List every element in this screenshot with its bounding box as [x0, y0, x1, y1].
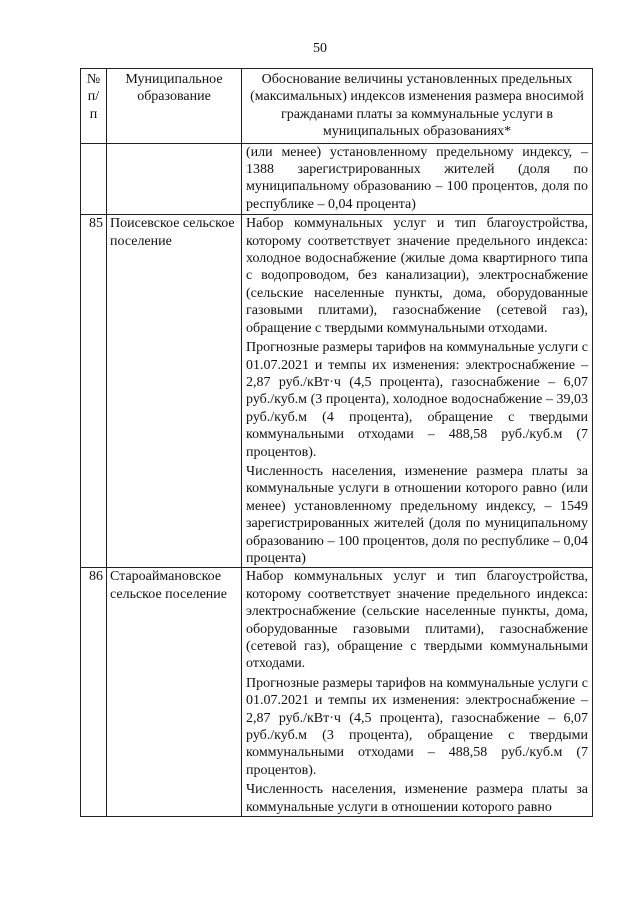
justification-cell: [242, 568, 593, 817]
table-row: [81, 568, 593, 817]
population-paragraph: Численность населения, изменение размера платы за коммунальные услуги в отношении которого равно: [246, 782, 588, 815]
municipality-name: Поисевское сельское поселение: [107, 215, 242, 568]
services-paragraph: Набор коммунальных услуг и тип благоустройства, которому соответствует значение предельного индекса: холодное водоснабжение (жилые дома квартирного типа с водопроводом, без канализации), электроснабжение (сельские населенные пункты, дома, оборудованные газовыми плитами), газоснабжение (сетевой газ), обращение с твердыми коммунальными отходами.: [246, 216, 588, 336]
page-number: 50: [313, 41, 327, 56]
table-header-row: [81, 69, 593, 144]
tariff-index-table: [80, 68, 593, 817]
municipality-name: Староаймановское сельское поселение: [107, 568, 242, 817]
cell-municipality-empty: [107, 143, 242, 215]
header-number: № п/п: [81, 69, 107, 144]
tariffs-paragraph: Прогнозные размеры тарифов на коммунальные услуги с 01.07.2021 и темпы их изменения: электроснабжение – 2,87 руб./кВт·ч (4,5 процента), газоснабжение – 6,07 руб./куб.м (3 процента), обращение с твердыми коммунальными отходами – 488,58 руб./куб.м (7 процентов).: [246, 675, 588, 778]
table-row: [81, 215, 593, 568]
header-justification: Обоснование величины установленных предельных (максимальных) индексов изменения размера вносимой гражданами платы за коммунальные услуги в муниципальных образованиях*: [242, 69, 593, 144]
header-municipality: Муниципальное образование: [107, 69, 242, 144]
population-paragraph: Численность населения, изменение размера платы за коммунальные услуги в отношении которого равно (или менее) установленному предельному индексу, – 1549 зарегистрированных жителей (доля по муниципальному образованию – 100 процентов, доля по республике – 0,04 процента): [246, 463, 588, 566]
row-number: 85: [81, 215, 107, 568]
cell-number-empty: [81, 143, 107, 215]
continuation-text: (или менее) установленному предельному индексу, – 1388 зарегистрированных жителей (доля по муниципальному образованию – 100 процентов, доля по республике – 0,04 процента): [242, 143, 593, 215]
justification-cell: [242, 215, 593, 568]
table-row-continuation: [81, 143, 593, 215]
tariffs-paragraph: Прогнозные размеры тарифов на коммунальные услуги с 01.07.2021 и темпы их изменения: электроснабжение – 2,87 руб./кВт·ч (4,5 процента), газоснабжение – 6,07 руб./куб.м (3 процента), холодное водоснабжение – 39,03 руб./куб.м (4 процента), обращение с твердыми коммунальными отходами – 488,58 руб./куб.м (7 процентов).: [246, 340, 588, 460]
row-number: 86: [81, 568, 107, 817]
services-paragraph: Набор коммунальных услуг и тип благоустройства, которому соответствует значение предельного индекса: электроснабжение (сельские населенные пункты, дома, оборудованные газовыми плитами), газоснабжение (сетевой газ), обращение с твердыми коммунальными отходами.: [246, 569, 588, 672]
